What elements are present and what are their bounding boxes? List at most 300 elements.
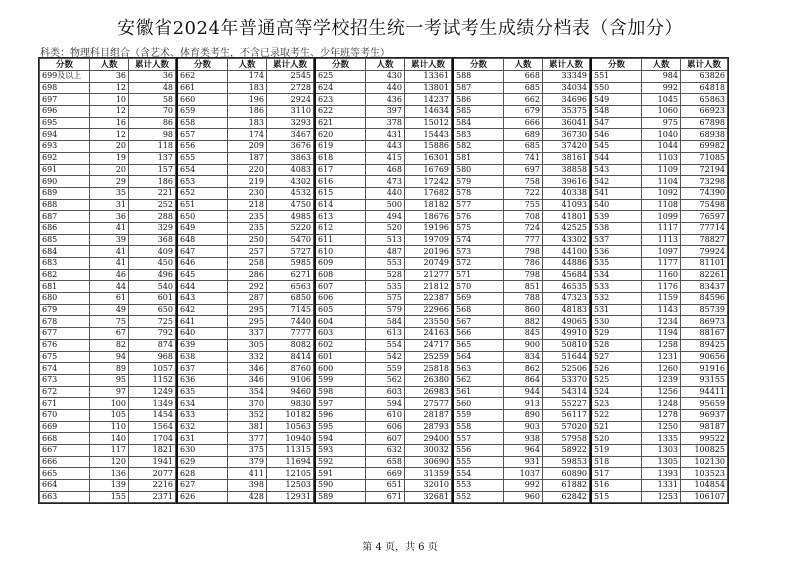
- table-row: [177, 421, 314, 433]
- table-row: [591, 222, 728, 234]
- score-cell: 682: [40, 269, 90, 281]
- cumulative-cell: 3110: [267, 106, 314, 118]
- cumulative-cell: 94411: [681, 386, 728, 398]
- cumulative-cell: 13361: [405, 71, 452, 83]
- cumulative-cell: 83437: [681, 281, 728, 293]
- count-cell: 786: [504, 258, 543, 270]
- score-cell: 647: [177, 246, 228, 258]
- score-cell: 684: [40, 246, 90, 258]
- score-cell: 631: [177, 433, 228, 445]
- table-row: [315, 363, 452, 375]
- cumulative-cell: 18676: [405, 211, 452, 223]
- score-cell: 554: [453, 468, 504, 480]
- score-cell: 572: [453, 258, 504, 270]
- header-row: [177, 59, 314, 71]
- score-cell: 523: [591, 398, 642, 410]
- cumulative-cell: 2371: [129, 491, 176, 503]
- score-cell: 537: [591, 234, 642, 246]
- count-cell: 89: [90, 363, 129, 375]
- score-cell: 694: [40, 129, 90, 141]
- count-cell: 1104: [642, 176, 681, 188]
- count-cell: 1177: [642, 258, 681, 270]
- cumulative-cell: 68938: [681, 129, 728, 141]
- score-cell: 618: [315, 152, 366, 164]
- table-row: [591, 386, 728, 398]
- score-cell: 600: [315, 363, 366, 375]
- table-row: [591, 152, 728, 164]
- score-cell: 661: [177, 82, 228, 94]
- score-cell: 662: [177, 71, 228, 83]
- table-row: [40, 211, 176, 223]
- count-cell: 12: [90, 82, 129, 94]
- table-row: [453, 187, 590, 199]
- cumulative-cell: 98187: [681, 421, 728, 433]
- cumulative-cell: 25259: [405, 351, 452, 363]
- cumulative-cell: 4985: [267, 211, 314, 223]
- table-row: [177, 468, 314, 480]
- score-cell: 553: [453, 480, 504, 492]
- table-row: [591, 480, 728, 492]
- count-cell: 1113: [642, 234, 681, 246]
- score-cell: 515: [591, 491, 642, 503]
- score-cell: 605: [315, 304, 366, 316]
- count-cell: 95: [90, 374, 129, 386]
- count-cell: 689: [504, 129, 543, 141]
- cumulative-cell: 450: [129, 258, 176, 270]
- count-cell: 679: [504, 106, 543, 118]
- cumulative-cell: 8414: [267, 351, 314, 363]
- score-cell: 609: [315, 258, 366, 270]
- score-cell: 597: [315, 398, 366, 410]
- table-row: [177, 328, 314, 340]
- table-row: [315, 386, 452, 398]
- cumulative-cell: 58: [129, 94, 176, 106]
- score-cell: 665: [40, 468, 90, 480]
- score-cell: 592: [315, 456, 366, 468]
- column-header: 分数: [591, 59, 642, 71]
- cumulative-cell: 792: [129, 328, 176, 340]
- table-row: [40, 421, 176, 433]
- count-cell: 938: [504, 433, 543, 445]
- count-cell: 1305: [642, 456, 681, 468]
- score-cell: 614: [315, 199, 366, 211]
- cumulative-cell: 4750: [267, 199, 314, 211]
- table-row: [40, 129, 176, 141]
- cumulative-cell: 95659: [681, 398, 728, 410]
- count-cell: 864: [504, 374, 543, 386]
- count-cell: 375: [228, 445, 267, 457]
- table-row: [453, 71, 590, 83]
- cumulative-cell: 60890: [543, 468, 590, 480]
- table-row: [177, 152, 314, 164]
- score-cell: 563: [453, 363, 504, 375]
- count-cell: 94: [90, 351, 129, 363]
- cumulative-cell: 50810: [543, 339, 590, 351]
- table-row: [40, 374, 176, 386]
- table-row: [591, 141, 728, 153]
- cumulative-cell: 4532: [267, 187, 314, 199]
- score-cell: 531: [591, 304, 642, 316]
- cumulative-cell: 56117: [543, 409, 590, 421]
- table-row: [40, 339, 176, 351]
- count-cell: 36: [90, 71, 129, 83]
- score-cell: 548: [591, 106, 642, 118]
- count-cell: 230: [228, 187, 267, 199]
- cumulative-cell: 59853: [543, 456, 590, 468]
- column-header: 累计人数: [267, 59, 314, 71]
- score-cell: 520: [591, 433, 642, 445]
- cumulative-cell: 42525: [543, 222, 590, 234]
- score-cell: 532: [591, 293, 642, 305]
- table-row: [453, 421, 590, 433]
- table-row: [315, 374, 452, 386]
- count-cell: 903: [504, 421, 543, 433]
- count-cell: 500: [366, 199, 405, 211]
- count-cell: 1303: [642, 445, 681, 457]
- cumulative-cell: 540: [129, 281, 176, 293]
- count-cell: 575: [366, 293, 405, 305]
- count-cell: 41: [90, 258, 129, 270]
- cumulative-cell: 22387: [405, 293, 452, 305]
- header-row: [315, 59, 452, 71]
- table-row: [177, 94, 314, 106]
- count-cell: 658: [366, 456, 405, 468]
- score-cell: 578: [453, 187, 504, 199]
- table-row: [315, 141, 452, 153]
- cumulative-cell: 31359: [405, 468, 452, 480]
- cumulative-cell: 6271: [267, 269, 314, 281]
- count-cell: 1108: [642, 199, 681, 211]
- score-cell: 587: [453, 82, 504, 94]
- table-row: [177, 234, 314, 246]
- count-cell: 46: [90, 269, 129, 281]
- cumulative-cell: 77714: [681, 222, 728, 234]
- table-row: [453, 269, 590, 281]
- table-row: [40, 141, 176, 153]
- score-cell: 651: [177, 199, 228, 211]
- count-cell: 305: [228, 339, 267, 351]
- column-header: 人数: [504, 59, 543, 71]
- count-cell: 562: [366, 374, 405, 386]
- score-cell: 671: [40, 398, 90, 410]
- table-row: [177, 363, 314, 375]
- cumulative-cell: 36041: [543, 117, 590, 129]
- score-cell: 685: [40, 234, 90, 246]
- count-cell: 295: [228, 316, 267, 328]
- count-cell: 473: [366, 176, 405, 188]
- cumulative-cell: 5470: [267, 234, 314, 246]
- count-cell: 606: [366, 421, 405, 433]
- score-cell: 596: [315, 409, 366, 421]
- cumulative-cell: 63826: [681, 71, 728, 83]
- score-cell: 679: [40, 304, 90, 316]
- score-cell: 570: [453, 281, 504, 293]
- cumulative-cell: 36: [129, 71, 176, 83]
- score-cell: 690: [40, 176, 90, 188]
- score-cell: 566: [453, 328, 504, 340]
- table-row: [315, 339, 452, 351]
- count-cell: 235: [228, 222, 267, 234]
- cumulative-cell: 9830: [267, 398, 314, 410]
- score-cell: 699及以上: [40, 71, 90, 83]
- cumulative-cell: 9106: [267, 374, 314, 386]
- cumulative-cell: 28187: [405, 409, 452, 421]
- table-row: [315, 409, 452, 421]
- count-cell: 913: [504, 398, 543, 410]
- score-cell: 619: [315, 141, 366, 153]
- cumulative-cell: 14237: [405, 94, 452, 106]
- table-row: [453, 316, 590, 328]
- cumulative-cell: 1941: [129, 456, 176, 468]
- cumulative-cell: 32681: [405, 491, 452, 503]
- table-row: [315, 211, 452, 223]
- count-cell: 186: [228, 106, 267, 118]
- table-row: [315, 304, 452, 316]
- score-cell: 528: [591, 339, 642, 351]
- cumulative-cell: 76597: [681, 211, 728, 223]
- count-cell: 1160: [642, 269, 681, 281]
- table-row: [453, 409, 590, 421]
- table-row: [591, 421, 728, 433]
- score-cell: 573: [453, 246, 504, 258]
- score-cell: 589: [315, 491, 366, 503]
- score-cell: 533: [591, 281, 642, 293]
- count-cell: 513: [366, 234, 405, 246]
- score-cell: 622: [315, 106, 366, 118]
- count-cell: 257: [228, 246, 267, 258]
- cumulative-cell: 73298: [681, 176, 728, 188]
- count-cell: 443: [366, 141, 405, 153]
- cumulative-cell: 45684: [543, 269, 590, 281]
- table-row: [591, 246, 728, 258]
- count-cell: 287: [228, 293, 267, 305]
- table-row: [177, 71, 314, 83]
- table-row: [591, 491, 728, 503]
- table-row: [177, 386, 314, 398]
- count-cell: 220: [228, 164, 267, 176]
- score-cell: 571: [453, 269, 504, 281]
- cumulative-cell: 7145: [267, 304, 314, 316]
- score-table: [38, 57, 729, 504]
- score-cell: 542: [591, 176, 642, 188]
- score-cell: 649: [177, 222, 228, 234]
- count-cell: 75: [90, 316, 129, 328]
- score-cell: 683: [40, 258, 90, 270]
- score-cell: 663: [40, 491, 90, 503]
- count-cell: 1234: [642, 316, 681, 328]
- column-header: 分数: [177, 59, 228, 71]
- cumulative-cell: 968: [129, 351, 176, 363]
- table-row: [591, 374, 728, 386]
- table-row: [40, 71, 176, 83]
- score-cell: 686: [40, 222, 90, 234]
- count-cell: 559: [366, 363, 405, 375]
- count-cell: 20: [90, 141, 129, 153]
- count-cell: 183: [228, 117, 267, 129]
- cumulative-cell: 49065: [543, 316, 590, 328]
- count-cell: 139: [90, 480, 129, 492]
- table-row: [315, 176, 452, 188]
- score-cell: 527: [591, 351, 642, 363]
- table-row: [453, 176, 590, 188]
- table-row: [591, 339, 728, 351]
- table-row: [177, 176, 314, 188]
- cumulative-cell: 725: [129, 316, 176, 328]
- score-cell: 653: [177, 176, 228, 188]
- score-cell: 666: [40, 456, 90, 468]
- score-cell: 546: [591, 129, 642, 141]
- cumulative-cell: 90656: [681, 351, 728, 363]
- page-title: 安徽省2024年普通高等学校招生统一考试考生成绩分档表（含加分）: [117, 18, 683, 39]
- count-cell: 41: [90, 222, 129, 234]
- cumulative-cell: 26380: [405, 374, 452, 386]
- score-cell: 675: [40, 351, 90, 363]
- score-cell: 635: [177, 386, 228, 398]
- table-row: [453, 106, 590, 118]
- table-row: [177, 491, 314, 503]
- table-row: [40, 258, 176, 270]
- count-cell: 1143: [642, 304, 681, 316]
- score-cell: 603: [315, 328, 366, 340]
- count-cell: 520: [366, 222, 405, 234]
- count-cell: 468: [366, 164, 405, 176]
- table-row: [591, 445, 728, 457]
- table-row: [315, 433, 452, 445]
- cumulative-cell: 12931: [267, 491, 314, 503]
- count-cell: 584: [366, 316, 405, 328]
- cumulative-cell: 15886: [405, 141, 452, 153]
- count-cell: 553: [366, 258, 405, 270]
- cumulative-cell: 78827: [681, 234, 728, 246]
- cumulative-cell: 6563: [267, 281, 314, 293]
- cumulative-cell: 38858: [543, 164, 590, 176]
- column-header: 累计人数: [129, 59, 176, 71]
- table-row: [591, 71, 728, 83]
- count-cell: 12: [90, 106, 129, 118]
- cumulative-cell: 44100: [543, 246, 590, 258]
- table-row: [453, 82, 590, 94]
- table-row: [453, 117, 590, 129]
- score-cell: 541: [591, 187, 642, 199]
- score-cell: 583: [453, 129, 504, 141]
- count-cell: 378: [366, 117, 405, 129]
- cumulative-cell: 39616: [543, 176, 590, 188]
- cumulative-cell: 650: [129, 304, 176, 316]
- score-cell: 518: [591, 456, 642, 468]
- table-row: [40, 246, 176, 258]
- table-row: [453, 234, 590, 246]
- count-cell: 845: [504, 328, 543, 340]
- score-cell: 525: [591, 374, 642, 386]
- table-row: [315, 129, 452, 141]
- score-cell: 567: [453, 316, 504, 328]
- count-cell: 49: [90, 304, 129, 316]
- table-row: [315, 164, 452, 176]
- table-row: [177, 456, 314, 468]
- count-cell: 397: [366, 106, 405, 118]
- column-header: 人数: [642, 59, 681, 71]
- cumulative-cell: 72194: [681, 164, 728, 176]
- cumulative-cell: 2077: [129, 468, 176, 480]
- cumulative-cell: 16769: [405, 164, 452, 176]
- count-cell: 1097: [642, 246, 681, 258]
- cumulative-cell: 1057: [129, 363, 176, 375]
- score-cell: 658: [177, 117, 228, 129]
- score-column-block: [176, 58, 314, 503]
- table-row: [177, 433, 314, 445]
- count-cell: 140: [90, 433, 129, 445]
- score-cell: 634: [177, 398, 228, 410]
- score-cell: 608: [315, 269, 366, 281]
- count-cell: 12: [90, 129, 129, 141]
- count-cell: 436: [366, 94, 405, 106]
- table-row: [40, 164, 176, 176]
- count-cell: 431: [366, 129, 405, 141]
- count-cell: 292: [228, 281, 267, 293]
- count-cell: 666: [504, 117, 543, 129]
- cumulative-cell: 34034: [543, 82, 590, 94]
- score-cell: 601: [315, 351, 366, 363]
- table-row: [40, 82, 176, 94]
- cumulative-cell: 1704: [129, 433, 176, 445]
- score-column-block: [452, 58, 590, 503]
- score-cell: 599: [315, 374, 366, 386]
- count-cell: 352: [228, 409, 267, 421]
- cumulative-cell: 8082: [267, 339, 314, 351]
- cumulative-cell: 46535: [543, 281, 590, 293]
- score-column-block: [39, 58, 176, 503]
- cumulative-cell: 25818: [405, 363, 452, 375]
- column-header: 人数: [90, 59, 129, 71]
- score-cell: 626: [177, 491, 228, 503]
- count-cell: 685: [504, 141, 543, 153]
- cumulative-cell: 30690: [405, 456, 452, 468]
- cumulative-cell: 1349: [129, 398, 176, 410]
- score-cell: 650: [177, 211, 228, 223]
- score-cell: 550: [591, 82, 642, 94]
- count-cell: 834: [504, 351, 543, 363]
- table-row: [591, 187, 728, 199]
- table-row: [315, 71, 452, 83]
- count-cell: 1117: [642, 222, 681, 234]
- score-cell: 613: [315, 211, 366, 223]
- column-header: 累计人数: [543, 59, 590, 71]
- score-cell: 591: [315, 468, 366, 480]
- cumulative-cell: 10563: [267, 421, 314, 433]
- count-cell: 219: [228, 176, 267, 188]
- cumulative-cell: 7777: [267, 328, 314, 340]
- table-row: [453, 141, 590, 153]
- subject-note: 科类：物理科目组合（含艺术、体育类考生，不含已录取考生、少年班等考生）: [40, 48, 390, 59]
- count-cell: 411: [228, 468, 267, 480]
- count-cell: 209: [228, 141, 267, 153]
- cumulative-cell: 19709: [405, 234, 452, 246]
- count-cell: 105: [90, 409, 129, 421]
- cumulative-cell: 15012: [405, 117, 452, 129]
- table-row: [177, 187, 314, 199]
- table-row: [315, 117, 452, 129]
- count-cell: 1099: [642, 211, 681, 223]
- count-cell: 196: [228, 94, 267, 106]
- table-row: [453, 94, 590, 106]
- table-row: [40, 152, 176, 164]
- score-cell: 625: [315, 71, 366, 83]
- score-cell: 659: [177, 106, 228, 118]
- score-column-block: [590, 58, 728, 503]
- table-row: [591, 106, 728, 118]
- cumulative-cell: 52506: [543, 363, 590, 375]
- score-cell: 610: [315, 246, 366, 258]
